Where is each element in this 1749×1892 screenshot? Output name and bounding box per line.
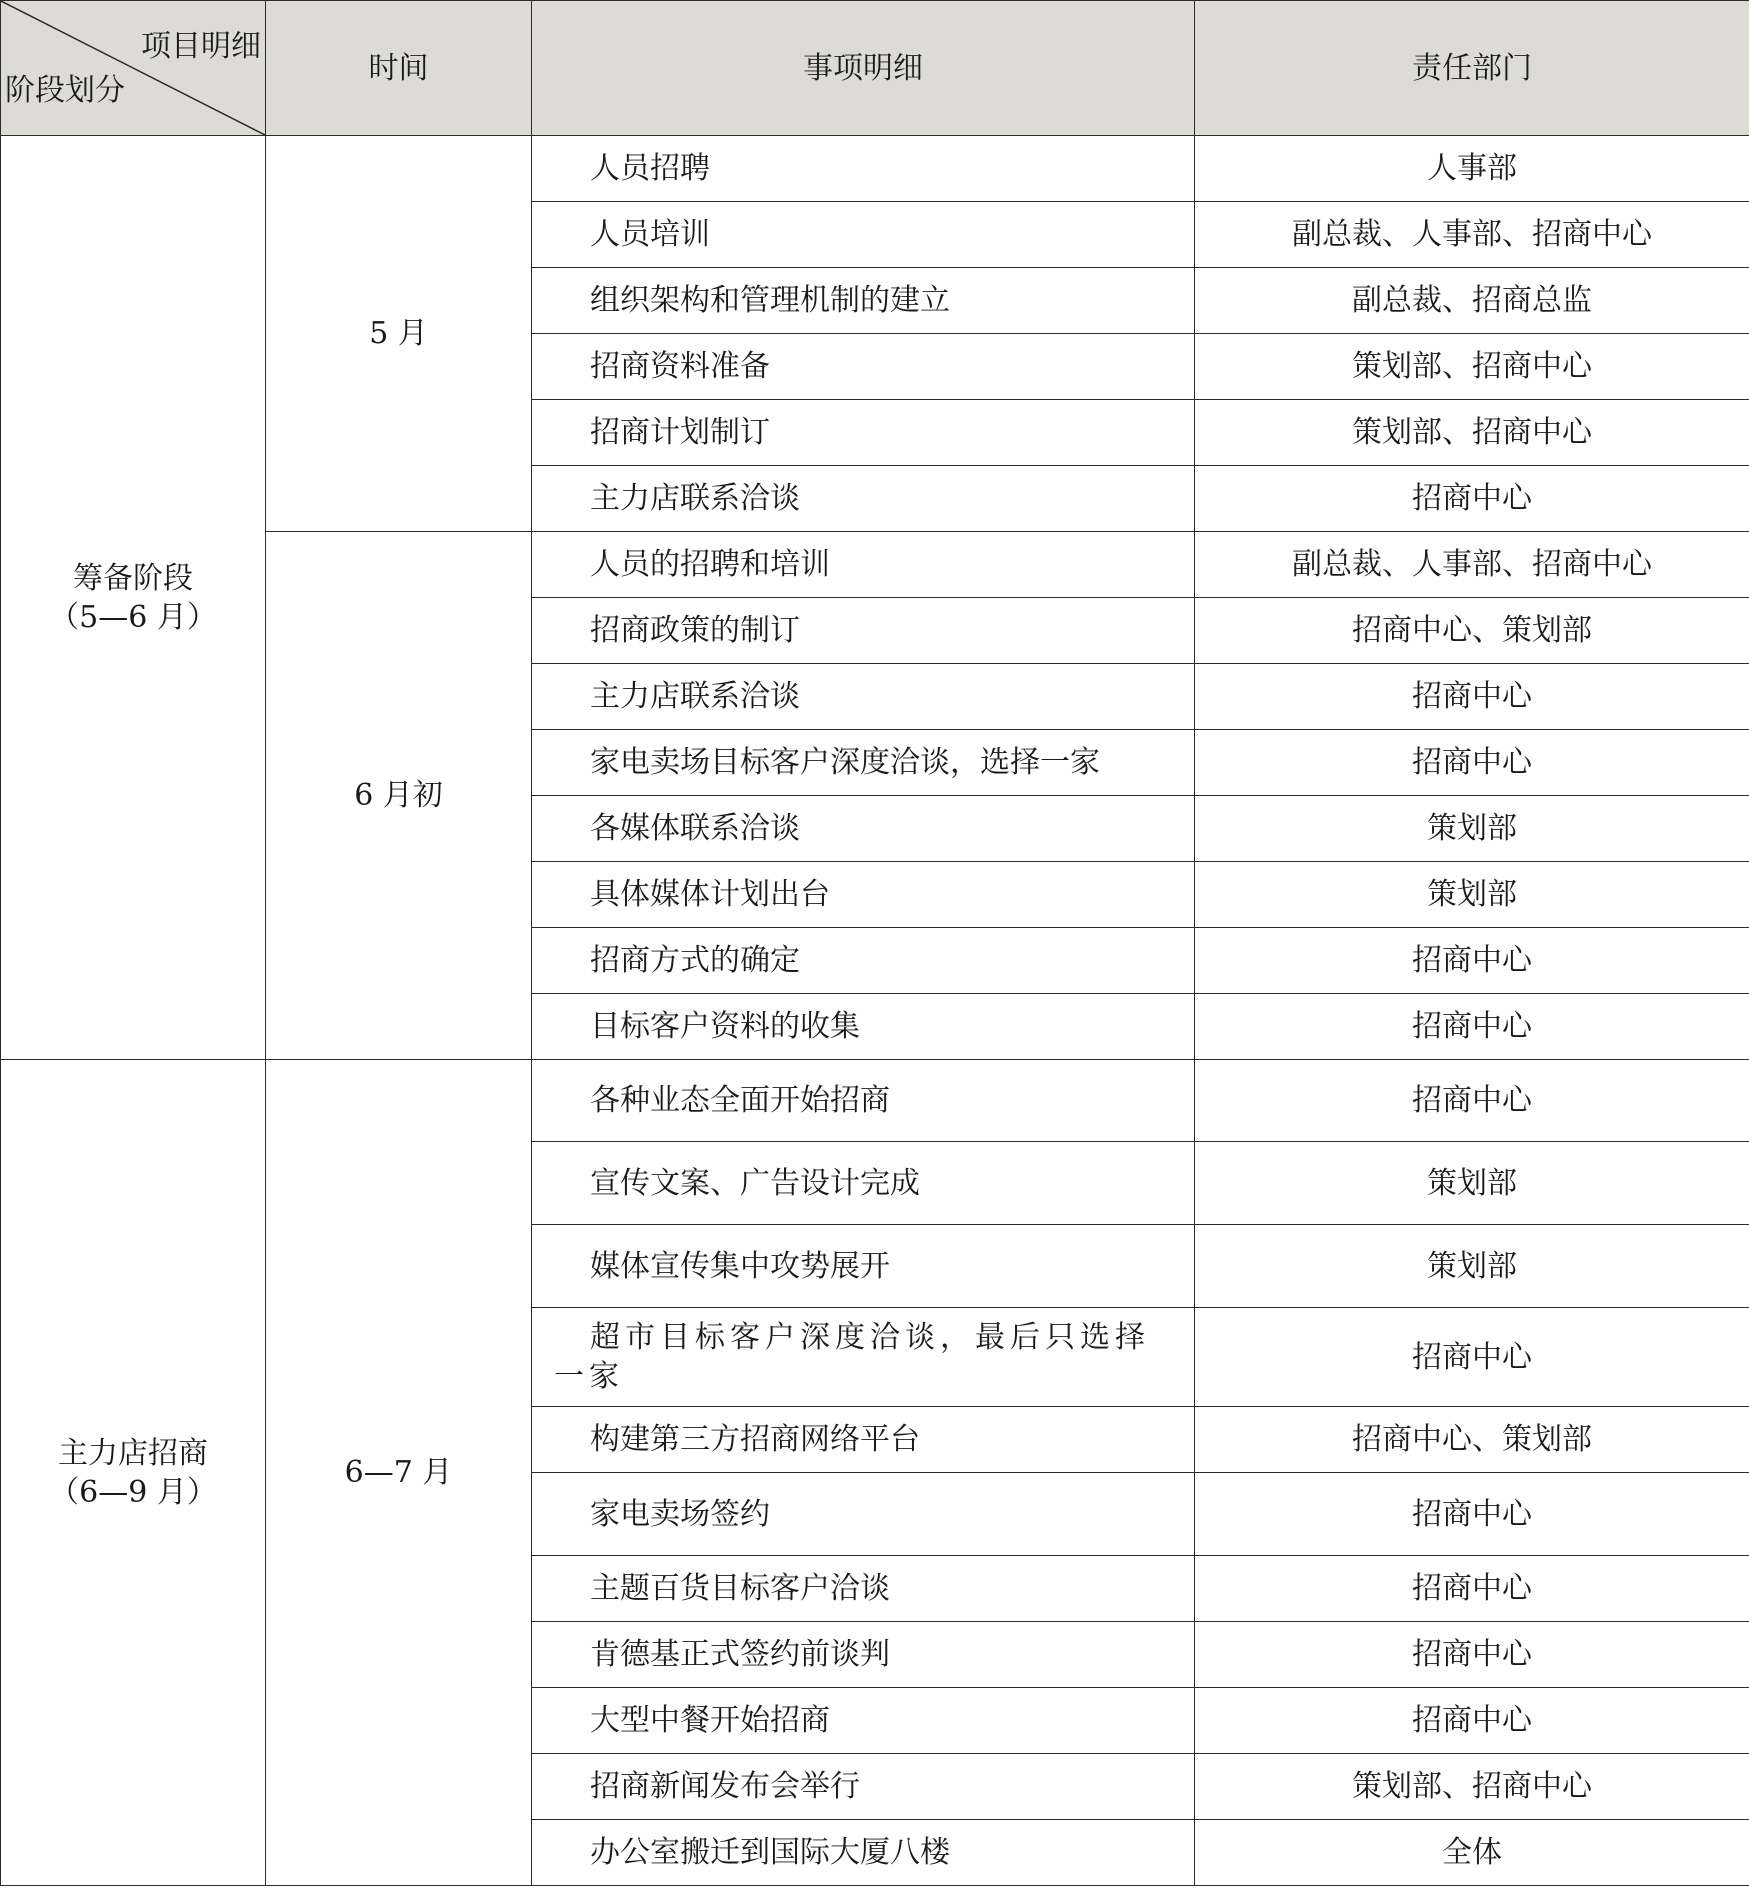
item-detail: 主题百货目标客户洽谈 (532, 1556, 1195, 1622)
item-dept: 招商中心 (1195, 1622, 1749, 1688)
item-dept: 副总裁、人事部、招商中心 (1195, 202, 1749, 268)
header-time: 时间 (266, 1, 532, 136)
item-dept: 招商中心 (1195, 994, 1749, 1060)
stage-name: 筹备阶段 (73, 560, 193, 596)
stage-name: 主力店招商 (58, 1435, 208, 1471)
header-dept: 责任部门 (1195, 1, 1749, 136)
item-dept: 策划部 (1195, 1142, 1749, 1225)
stage-range: （6—9 月） (49, 1474, 217, 1510)
item-dept: 招商中心 (1195, 928, 1749, 994)
item-dept: 招商中心 (1195, 466, 1749, 532)
item-detail: 主力店联系洽谈 (532, 466, 1195, 532)
diagonal-divider (1, 1, 265, 135)
item-detail: 构建第三方招商网络平台 (532, 1407, 1195, 1473)
item-detail: 家电卖场目标客户深度洽谈，选择一家 (532, 730, 1195, 796)
item-detail: 大型中餐开始招商 (532, 1688, 1195, 1754)
corner-label-items: 项目明细 (141, 29, 261, 64)
item-detail: 肯德基正式签约前谈判 (532, 1622, 1195, 1688)
item-dept: 策划部 (1195, 862, 1749, 928)
item-dept: 副总裁、招商总监 (1195, 268, 1749, 334)
item-dept: 人事部 (1195, 136, 1749, 202)
item-detail: 宣传文案、广告设计完成 (532, 1142, 1195, 1225)
item-dept: 副总裁、人事部、招商中心 (1195, 532, 1749, 598)
item-detail: 办公室搬迁到国际大厦八楼 (532, 1820, 1195, 1886)
period-cell: 6—7 月 (266, 1060, 532, 1886)
period-cell: 5 月 (266, 136, 532, 532)
item-detail: 招商政策的制订 (532, 598, 1195, 664)
item-detail: 媒体宣传集中攻势展开 (532, 1225, 1195, 1308)
header-detail: 事项明细 (532, 1, 1195, 136)
item-dept: 招商中心 (1195, 1688, 1749, 1754)
table-row (1, 136, 1749, 202)
item-detail: 人员培训 (532, 202, 1195, 268)
item-dept: 招商中心、策划部 (1195, 1407, 1749, 1473)
item-detail: 组织架构和管理机制的建立 (532, 268, 1195, 334)
item-detail: 招商方式的确定 (532, 928, 1195, 994)
item-detail: 目标客户资料的收集 (532, 994, 1195, 1060)
header-row (1, 1, 1749, 136)
item-detail: 超市目标客户深度洽谈，最后只选择一家 (532, 1308, 1195, 1407)
item-dept: 招商中心、策划部 (1195, 598, 1749, 664)
item-dept: 策划部、招商中心 (1195, 1754, 1749, 1820)
stage-cell (1, 136, 266, 1060)
item-dept: 招商中心 (1195, 1473, 1749, 1556)
item-dept: 策划部 (1195, 1225, 1749, 1308)
header-corner-cell (1, 1, 266, 136)
item-detail: 招商计划制订 (532, 400, 1195, 466)
item-dept: 招商中心 (1195, 664, 1749, 730)
item-dept: 招商中心 (1195, 1060, 1749, 1142)
item-detail: 各种业态全面开始招商 (532, 1060, 1195, 1142)
item-detail: 人员的招聘和培训 (532, 532, 1195, 598)
item-dept: 策划部、招商中心 (1195, 334, 1749, 400)
item-dept: 招商中心 (1195, 1308, 1749, 1407)
item-detail: 具体媒体计划出台 (532, 862, 1195, 928)
corner-label-stages: 阶段划分 (5, 73, 125, 108)
stage-range: （5—6 月） (49, 599, 217, 635)
item-detail: 各媒体联系洽谈 (532, 796, 1195, 862)
item-detail: 人员招聘 (532, 136, 1195, 202)
item-dept: 策划部、招商中心 (1195, 400, 1749, 466)
item-detail: 招商新闻发布会举行 (532, 1754, 1195, 1820)
item-detail: 家电卖场签约 (532, 1473, 1195, 1556)
period-cell: 6 月初 (266, 532, 532, 1060)
item-dept: 招商中心 (1195, 730, 1749, 796)
item-detail: 主力店联系洽谈 (532, 664, 1195, 730)
stage-cell (1, 1060, 266, 1886)
item-dept: 策划部 (1195, 796, 1749, 862)
item-detail: 招商资料准备 (532, 334, 1195, 400)
item-dept: 全体 (1195, 1820, 1749, 1886)
item-dept: 招商中心 (1195, 1556, 1749, 1622)
table-row (1, 1060, 1749, 1142)
